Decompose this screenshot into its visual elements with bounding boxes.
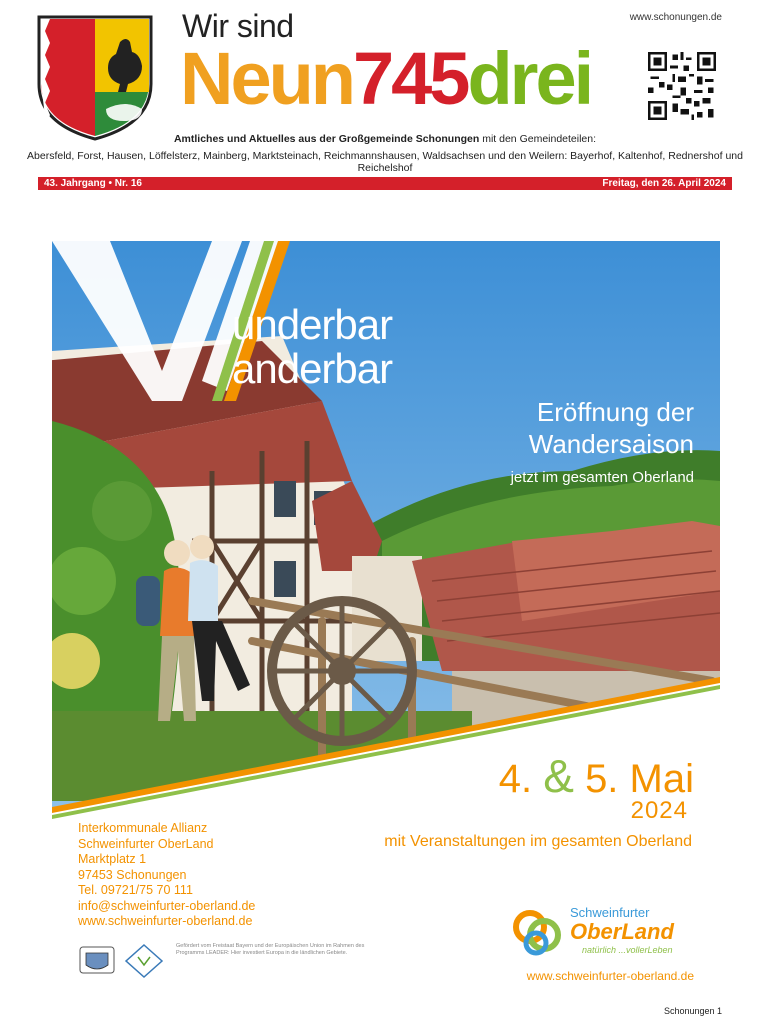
address-phone: Tel. 09721/75 70 111 bbox=[78, 883, 193, 897]
date-day2: 5. Mai bbox=[585, 757, 694, 801]
oberland-url[interactable]: www.schweinfurter-oberland.de bbox=[526, 969, 694, 983]
issue-number: 43. Jahrgang • Nr. 16 bbox=[44, 178, 142, 189]
contact-address bbox=[78, 821, 255, 930]
funding-note: Gefördert vom Freistaat Bayern und der Europäischen Union im Rahmen des Programms LEADER: Hier investiert Europa in die ländlichen Gebiete. bbox=[176, 943, 365, 956]
masthead-wir-sind: Wir sind bbox=[182, 8, 294, 44]
coat-of-arms-logo bbox=[36, 14, 154, 142]
subtitle-bold: Amtliches und Aktuelles aus der Großgemeinde Schonungen bbox=[173, 133, 480, 145]
events-note: mit Veranstaltungen im gesamten Oberland bbox=[384, 833, 692, 850]
brand-part-745: 745 bbox=[353, 37, 468, 120]
date-ampersand: & bbox=[543, 750, 574, 802]
event-poster bbox=[52, 241, 720, 1003]
oberland-logo-main: OberLand bbox=[570, 919, 674, 944]
event-title-line2: Wandersaison bbox=[528, 429, 694, 459]
website-link[interactable]: www.schonungen.de bbox=[629, 12, 722, 23]
brand-part-neun: Neun bbox=[180, 37, 353, 120]
issue-date: Freitag, den 26. April 2024 bbox=[602, 178, 726, 189]
oberland-logo bbox=[508, 901, 708, 957]
date-day1: 4. bbox=[498, 757, 533, 801]
oberland-logo-tagline: natürlich ...vollerLeben bbox=[582, 945, 673, 955]
org-name-line1: Interkommunale Allianz bbox=[78, 821, 208, 835]
address-web[interactable]: www.schweinfurter-oberland.de bbox=[78, 914, 253, 928]
address-street: Marktplatz 1 bbox=[78, 852, 147, 866]
headline-wanderbar: anderbar bbox=[232, 345, 393, 392]
org-name-line2: Schweinfurter OberLand bbox=[78, 836, 214, 851]
qr-code-icon[interactable] bbox=[648, 52, 716, 120]
brand-part-drei: drei bbox=[467, 37, 592, 120]
address-email[interactable]: info@schweinfurter-oberland.de bbox=[78, 898, 256, 913]
event-date bbox=[499, 749, 694, 803]
issue-bar bbox=[38, 177, 732, 190]
event-subtitle: jetzt im gesamten Oberland bbox=[510, 469, 694, 486]
masthead-subtitle bbox=[0, 133, 770, 145]
funding-logos bbox=[78, 941, 168, 981]
oberland-logo-top: Schweinfurter bbox=[570, 905, 650, 920]
district-list: Abersfeld, Forst, Hausen, Löffelsterz, Mainberg, Marktsteinach, Reichmannshausen, Waldsachsen und den Weilern: Bayerhof, Kaltenhof, Rednershof und Reichelshof bbox=[27, 150, 743, 174]
subtitle-rest: mit den Gemeindeteilen: bbox=[479, 133, 597, 145]
event-title-line1: Eröffnung der bbox=[536, 397, 694, 427]
address-city: 97453 Schonungen bbox=[78, 867, 187, 882]
headline-wunderbar: underbar bbox=[232, 301, 393, 348]
event-year: 2024 bbox=[630, 797, 688, 824]
masthead-brand bbox=[180, 37, 592, 120]
page-footer: Schonungen 1 bbox=[663, 1006, 722, 1016]
